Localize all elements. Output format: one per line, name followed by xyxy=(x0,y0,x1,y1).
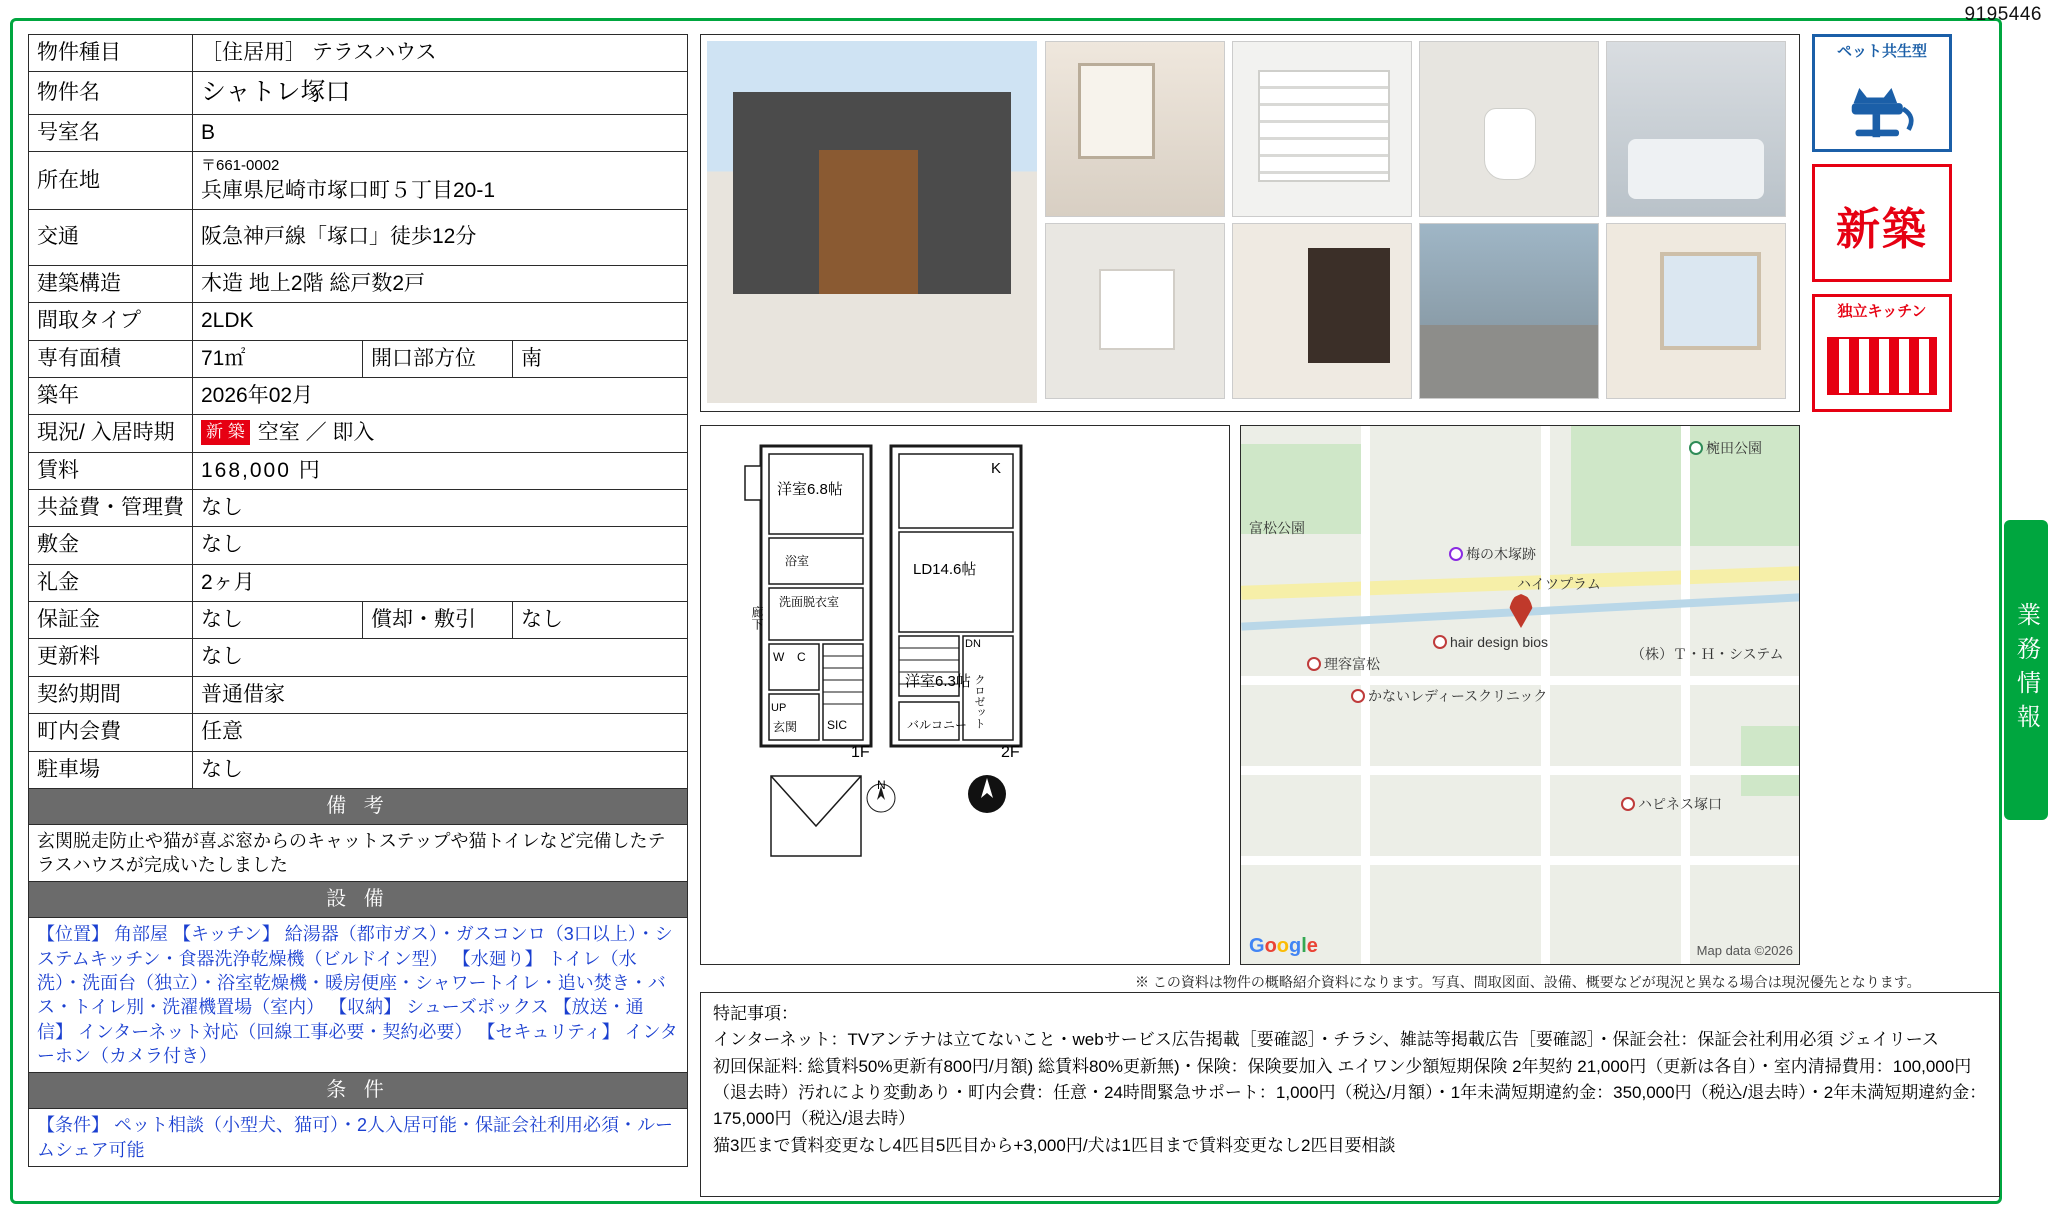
section-body-row xyxy=(29,824,688,882)
row-label: 現況/ 入居時期 xyxy=(29,415,193,452)
map-poi[interactable]: 理容富松 xyxy=(1307,654,1380,674)
table-row xyxy=(29,115,688,152)
table-row xyxy=(29,266,688,303)
table-row xyxy=(29,303,688,340)
row-label: 共益費・管理費 xyxy=(29,490,193,527)
row-value xyxy=(193,152,688,210)
room-label: 廊下 xyxy=(750,606,764,630)
row-value: なし xyxy=(193,751,688,788)
conditions-section-text: 【条件】 ペット相談（小型犬、猫可）・2人入居可能・保証会社利用必須・ルームシェア可能 xyxy=(29,1109,688,1167)
floorplan xyxy=(700,425,1230,965)
row-value: 阪急神戸線「塚口」徒歩12分 xyxy=(193,210,688,266)
photo-thumbnail[interactable] xyxy=(1045,223,1225,399)
photo-thumbnail[interactable] xyxy=(1419,223,1599,399)
row-label: 礼金 xyxy=(29,564,193,601)
photo-thumbnail[interactable] xyxy=(1232,223,1412,399)
independent-kitchen-badge-label: 独立キッチン xyxy=(1837,303,1927,320)
map-poi[interactable]: 富松公園 xyxy=(1249,520,1305,536)
row-value: 木造 地上2階 総戸数2戸 xyxy=(193,266,688,303)
photo-thumbnail[interactable] xyxy=(1606,41,1786,217)
table-row xyxy=(29,676,688,713)
row-value: なし xyxy=(193,490,688,527)
row-value-2: 南 xyxy=(513,340,688,377)
room-label: 洋室6.8帖 xyxy=(777,481,843,498)
row-label: 専有面積 xyxy=(29,340,193,377)
table-row xyxy=(29,340,688,377)
section-header-row xyxy=(29,1073,688,1109)
map-poi[interactable]: hair design bios xyxy=(1433,634,1548,650)
row-label: 契約期間 xyxy=(29,676,193,713)
special-remarks-line: 猫3匹まで賃料変更なし4匹目5匹目から+3,000円/犬は1匹目まで賃料変更なし2匹目要相談 xyxy=(713,1135,1396,1155)
rent-value: 168,000 円 xyxy=(193,452,688,489)
map-credit: Map data ©2026 xyxy=(1696,943,1793,958)
photo-thumbnail[interactable] xyxy=(1606,223,1786,399)
row-label: 物件種目 xyxy=(29,35,193,72)
row-value: 普通借家 xyxy=(193,676,688,713)
map-road xyxy=(1241,676,1800,685)
cat-icon xyxy=(1834,71,1930,141)
room-label: W xyxy=(773,650,785,664)
photo-thumbnails xyxy=(1045,41,1793,403)
row-value: なし xyxy=(193,639,688,676)
row-value-2: なし xyxy=(513,602,688,639)
table-row xyxy=(29,378,688,415)
map-road xyxy=(1241,766,1800,775)
north-label: N xyxy=(877,778,886,792)
document-id: 9195446 xyxy=(1964,4,2042,25)
table-row xyxy=(29,35,688,72)
address-text: 兵庫県尼崎市塚口町５丁目20-1 xyxy=(201,178,496,202)
special-remarks-line: インターネット：TVアンテナは立てないこと・webサービス広告掲載［要確認］・チラシ、雑誌等掲載広告［要確認］・保証会社：保証会社利用必須 ジェイリース xyxy=(713,1030,1939,1050)
main-photo[interactable] xyxy=(707,41,1037,403)
pet-friendly-badge xyxy=(1812,34,1952,152)
map-road xyxy=(1681,426,1690,965)
conditions-section-title: 条 件 xyxy=(29,1073,688,1109)
status-badge: 新 築 xyxy=(201,420,250,445)
special-remarks-title: 特記事項： xyxy=(713,1004,798,1023)
equipment-section-text: 【位置】 角部屋 【キッチン】 給湯器（都市ガス）・ガスコンロ（3口以上）・システムキッチン・食器洗浄乾燥機（ビルドイン型） 【水廻り】 トイレ（水洗）・洗面台（独立）・浴室乾燥機・暖房便座・シャワートイレ・追い焚き・バス・トイレ別・洗濯機置場（室内） 【収納】 シューズボックス 【放送・通信】 インターネット対応（回線工事必要・契約必要） 【セキュリティ】 インターホン（カメラ付き） xyxy=(29,918,688,1073)
location-map[interactable] xyxy=(1240,425,1800,965)
room-label: LD14.6帖 xyxy=(913,561,977,578)
google-logo: Google xyxy=(1249,935,1318,957)
row-value: 2ヶ月 xyxy=(193,564,688,601)
photo-thumbnail[interactable] xyxy=(1232,41,1412,217)
side-tab-business-info xyxy=(2004,520,2048,820)
map-road xyxy=(1241,856,1800,865)
row-label: 所在地 xyxy=(29,152,193,210)
map-poi[interactable]: 椀田公園 xyxy=(1689,438,1762,458)
map-poi[interactable]: ハピネス塚口 xyxy=(1621,794,1722,814)
table-row xyxy=(29,714,688,751)
property-info-table xyxy=(28,34,688,1167)
row-label: 町内会費 xyxy=(29,714,193,751)
row-value: シャトレ塚口 xyxy=(193,72,688,115)
new-build-badge-label: 新築 xyxy=(1836,205,1928,254)
map-disclaimer: ※ この資料は物件の概略紹介資料になります。写真、間取図面、設備、概要などが現況と異なる場合は現況優先となります。 xyxy=(1135,974,1921,990)
room-label: 洗面脱衣室 xyxy=(779,595,840,609)
room-label: 洋室6.3帖 xyxy=(905,673,971,690)
section-header-row xyxy=(29,882,688,918)
photo-gallery xyxy=(700,34,1800,412)
feature-badges xyxy=(1812,34,1952,424)
row-label: 賃料 xyxy=(29,452,193,489)
floor-label-2f: 2F xyxy=(1001,744,1020,761)
row-label: 駐車場 xyxy=(29,751,193,788)
room-label: C xyxy=(797,650,806,664)
remarks-section-title: 備 考 xyxy=(29,788,688,824)
map-park-area xyxy=(1741,726,1800,796)
row-value: 71㎡ xyxy=(193,340,363,377)
table-row xyxy=(29,639,688,676)
photo-thumbnail[interactable] xyxy=(1045,41,1225,217)
room-label: バルコニー xyxy=(907,718,968,732)
new-build-badge xyxy=(1812,164,1952,282)
table-row-rent xyxy=(29,452,688,489)
row-label: 更新料 xyxy=(29,639,193,676)
special-remarks xyxy=(700,992,2000,1197)
room-label: K xyxy=(991,460,1002,477)
row-label: 物件名 xyxy=(29,72,193,115)
row-value: ［住居用］ テラスハウス xyxy=(193,35,688,72)
compass-icon-2 xyxy=(968,775,1006,813)
row-value: B xyxy=(193,115,688,152)
row-label: 敷金 xyxy=(29,527,193,564)
room-label: 玄関 xyxy=(773,720,798,734)
row-value: なし xyxy=(193,602,363,639)
equipment-section-title: 設 備 xyxy=(29,882,688,918)
room-label: 浴室 xyxy=(785,554,810,568)
row-value xyxy=(193,415,688,452)
row-label: 築年 xyxy=(29,378,193,415)
map-poi[interactable]: （株）Ｔ・Ｈ・システム xyxy=(1631,646,1784,662)
pet-friendly-badge-label: ペット共生型 xyxy=(1836,43,1927,60)
row-label: 建築構造 xyxy=(29,266,193,303)
table-row xyxy=(29,751,688,788)
section-body-row xyxy=(29,1109,688,1167)
table-row xyxy=(29,152,688,210)
floorplan-drawing xyxy=(701,426,1230,965)
independent-kitchen-badge xyxy=(1812,294,1952,412)
floor-label-1f: 1F xyxy=(851,744,870,761)
map-poi[interactable]: かないレディースクリニック xyxy=(1351,688,1547,704)
address-zip: 〒661-0002 xyxy=(201,157,280,175)
row-value: なし xyxy=(193,527,688,564)
room-label: クロゼット xyxy=(973,674,985,729)
remarks-section-text: 玄関脱走防止や猫が喜ぶ窓からのキャットステップや猫トイレなど完備したテラスハウスが完成いたしました xyxy=(29,824,688,882)
table-row xyxy=(29,415,688,452)
status-text: 空室 ／ 即入 xyxy=(257,421,375,445)
row-label: 間取タイプ xyxy=(29,303,193,340)
table-row xyxy=(29,527,688,564)
table-row xyxy=(29,490,688,527)
map-poi[interactable]: ハイツプラム xyxy=(1517,576,1601,592)
table-row xyxy=(29,210,688,266)
row-value: 2026年02月 xyxy=(193,378,688,415)
table-row xyxy=(29,602,688,639)
row-label: 保証金 xyxy=(29,602,193,639)
map-poi[interactable]: 梅の木塚跡 xyxy=(1449,544,1536,564)
side-tab-label: 業務情報 xyxy=(2012,602,2040,738)
row-value: 任意 xyxy=(193,714,688,751)
kitchen-icon xyxy=(1827,337,1937,395)
table-row xyxy=(29,564,688,601)
room-label: SIC xyxy=(827,718,848,732)
table-row xyxy=(29,72,688,115)
row-label-2: 開口部方位 xyxy=(363,340,513,377)
row-label: 交通 xyxy=(29,210,193,266)
row-value: 2LDK xyxy=(193,303,688,340)
photo-thumbnail[interactable] xyxy=(1419,41,1599,217)
section-body-row xyxy=(29,918,688,1073)
room-label: DN xyxy=(965,638,981,650)
section-header-row xyxy=(29,788,688,824)
row-label: 号室名 xyxy=(29,115,193,152)
row-label-2: 償却・敷引 xyxy=(363,602,513,639)
special-remarks-line: 初回保証料: 総賃料50%更新有800円/月額) 総賃料80%更新無)・保険：保険要加入 エイワン少額短期保険 2年契約 21,000円（更新は各自）・室内清掃費用：100,000円（退去時）汚れにより変動あり・町内会費：任意・24時間緊急サポート：1,000円（税込/月額）・1年未満短期違約金：350,000円（税込/退去時）・2年未満短期違約金：175,000円（税込/退去時） xyxy=(713,1056,1987,1129)
room-label: UP xyxy=(771,702,787,714)
